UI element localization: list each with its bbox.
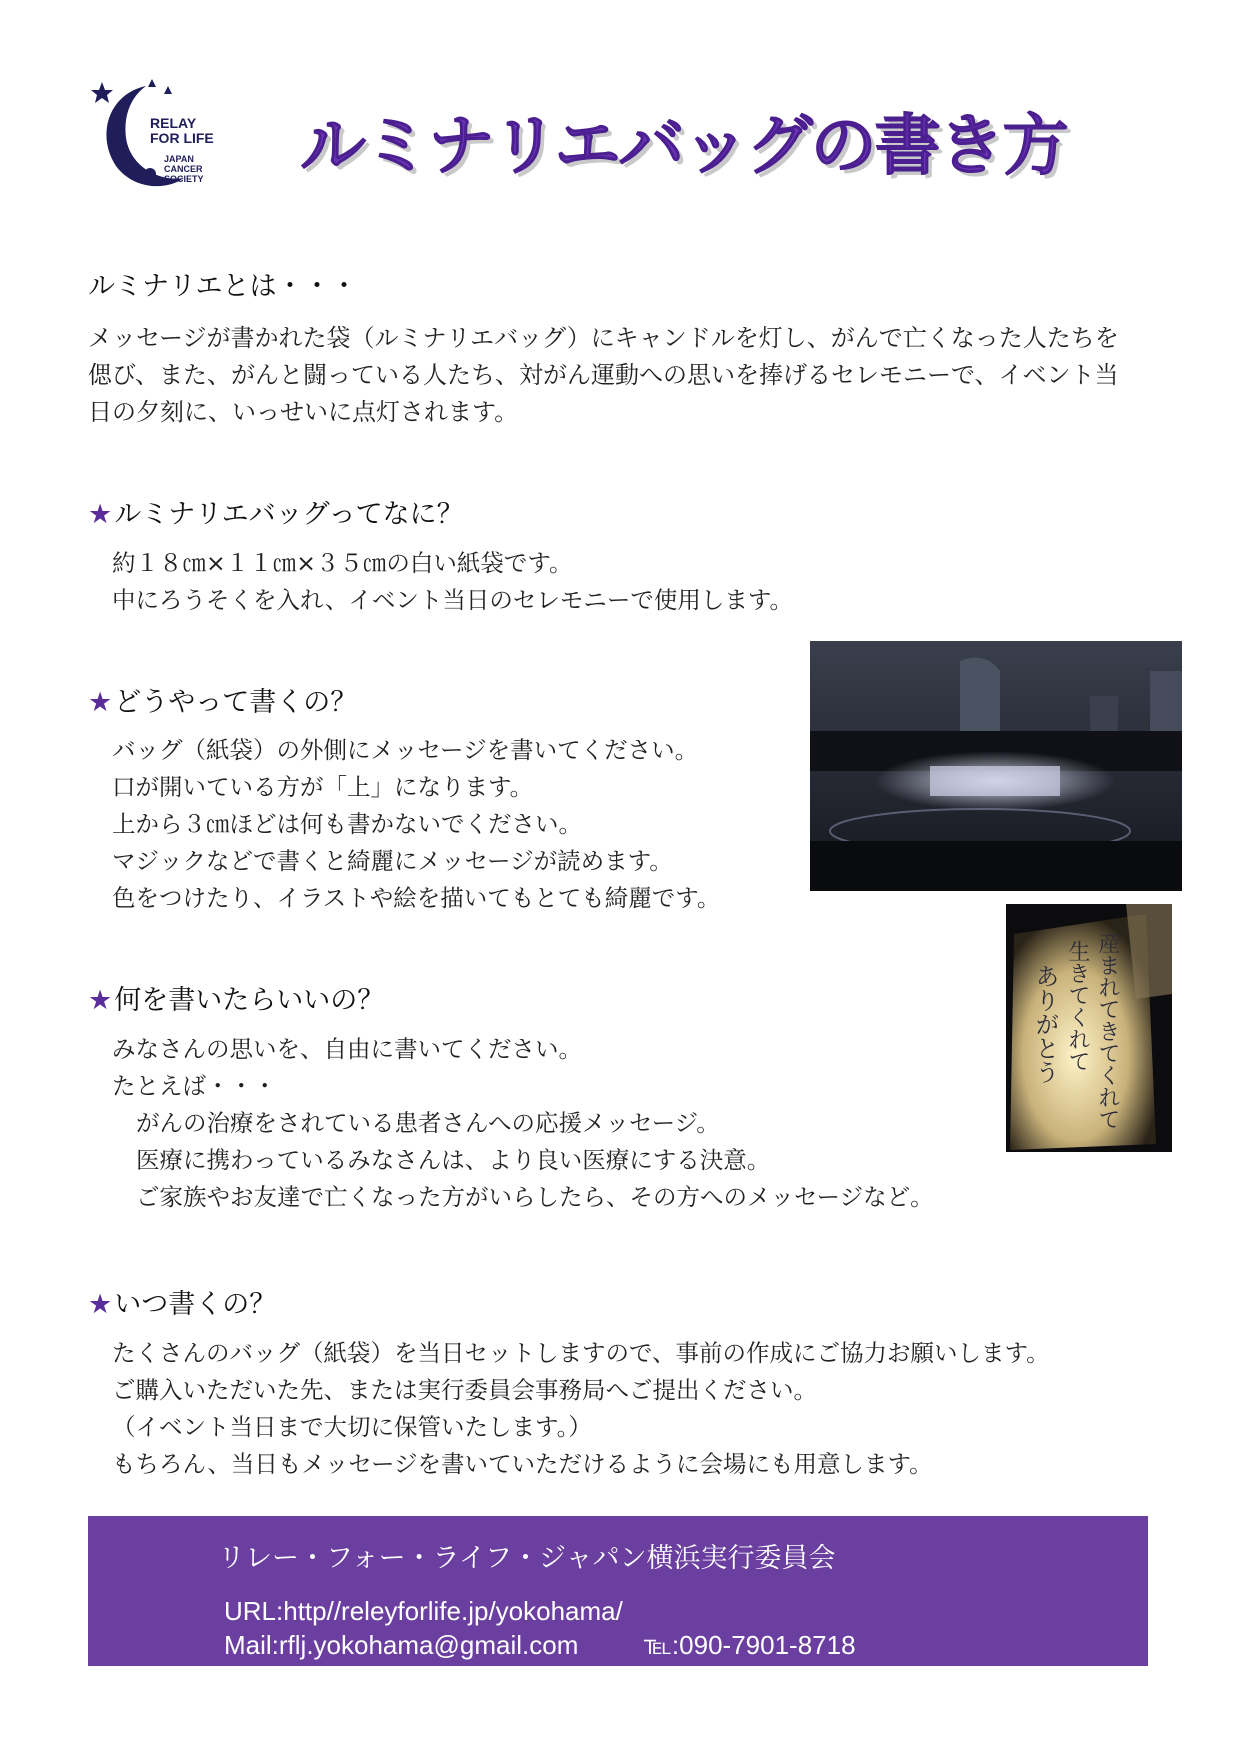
example-line: 医療に携わっているみなさんは、より良い医療にする決意。 xyxy=(136,1146,771,1174)
example-line: がんの治療をされている患者さんへの応援メッセージ。 xyxy=(136,1109,720,1137)
section-body-how xyxy=(112,732,720,917)
section-heading-what xyxy=(88,492,464,531)
relay-for-life-logo xyxy=(88,76,234,194)
logo-main-text: RELAY FOR LIFE xyxy=(150,115,214,146)
section-heading-what-to-write xyxy=(88,978,384,1017)
organization-name: リレー・フォー・ライフ・ジャパン横浜実行委員会 xyxy=(218,1543,836,1574)
body-line: 約１８㎝×１１㎝×３５㎝の白い紙袋です。 xyxy=(112,549,573,577)
body-line: もちろん、当日もメッセージを書いていただけるように会場にも用意します。 xyxy=(112,1450,933,1478)
contact-footer xyxy=(88,1516,1148,1666)
body-line: みなさんの思いを、自由に書いてください。 xyxy=(112,1035,582,1063)
ceremony-night-photo xyxy=(810,641,1182,891)
body-line: 上から３㎝ほどは何も書かないでください。 xyxy=(112,810,582,838)
luminaria-bag-photo xyxy=(1006,904,1172,1152)
body-line: たとえば・・・ xyxy=(112,1072,277,1100)
section-heading-when xyxy=(88,1282,276,1321)
section-heading-text: ルミナリエバッグってなに？ xyxy=(114,499,464,530)
intro-paragraph xyxy=(88,320,1158,431)
bag-message-2: 生きてくれて xyxy=(1065,940,1090,1072)
star-icon: ★ xyxy=(88,1289,113,1320)
intro-line: メッセージが書かれた袋（ルミナリエバッグ）にキャンドルを灯し、がんで亡くなった人たちを xyxy=(88,324,1119,352)
intro-line: 偲び、また、がんと闘っている人たち、対がん運動への思いを捧げるセレモニーで、イベント当 xyxy=(88,361,1119,389)
section-heading-how xyxy=(88,680,357,719)
logo-sub-text: JAPAN CANCER SOCIETY xyxy=(164,154,204,184)
email-address[interactable]: Mail:rflj.yokohama@gmail.com xyxy=(224,1630,579,1660)
intro-heading: ルミナリエとは・・・ xyxy=(88,271,358,302)
body-line: 口が開いている方が「上」になります。 xyxy=(112,773,534,801)
intro-line: 日の夕刻に、いっせいに点灯されます。 xyxy=(88,398,519,426)
section-heading-text: どうやって書くの？ xyxy=(114,687,358,718)
body-line: 色をつけたり、イラストや絵を描いてもとても綺麗です。 xyxy=(112,884,721,912)
star-icon: ★ xyxy=(88,687,113,718)
section-heading-text: いつ書くの？ xyxy=(114,1289,277,1320)
body-line: マジックなどで書くと綺麗にメッセージが読めます。 xyxy=(112,847,673,875)
bag-message-3: ありがとう xyxy=(1031,964,1059,1084)
body-line: バッグ（紙袋）の外側にメッセージを書いてください。 xyxy=(112,736,699,764)
page-title: ルミナリエバッグの書き方 xyxy=(300,107,1067,184)
example-line: ご家族やお友達で亡くなった方がいらしたら、その方へのメッセージなど。 xyxy=(136,1183,934,1211)
bag-message-1: 産まれてきてくれて xyxy=(1095,932,1120,1130)
section-body-what xyxy=(112,545,793,619)
section-body-what-to-write xyxy=(112,1031,934,1216)
body-line: 中にろうそくを入れ、イベント当日のセレモニーで使用します。 xyxy=(112,586,794,614)
phone-number: ℡:090-7901-8718 xyxy=(644,1630,856,1660)
star-icon: ★ xyxy=(88,499,113,530)
star-icon: ★ xyxy=(88,985,113,1016)
section-heading-text: 何を書いたらいいの？ xyxy=(114,985,385,1016)
body-line: たくさんのバッグ（紙袋）を当日セットしますので、事前の作成にご協力お願いします。 xyxy=(112,1339,1050,1367)
body-line: ご購入いただいた先、または実行委員会事務局へご提出ください。 xyxy=(112,1376,817,1404)
body-line: （イベント当日まで大切に保管いたします。） xyxy=(112,1413,592,1441)
website-url[interactable]: URL:http//releyforlife.jp/yokohama/ xyxy=(224,1596,623,1626)
section-body-when xyxy=(112,1335,1050,1483)
